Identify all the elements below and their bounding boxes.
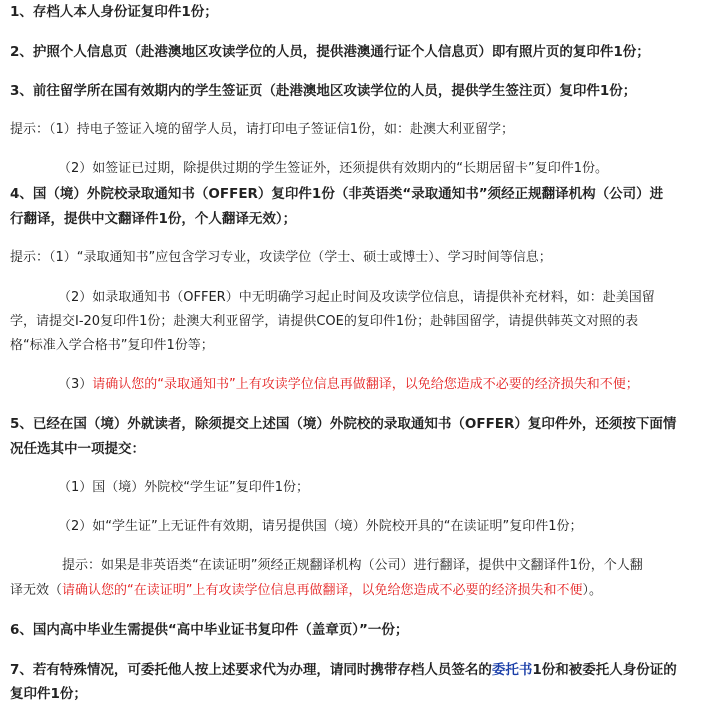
item-7-line-1 xyxy=(10,662,677,678)
item-4-tip-3-number: （3） xyxy=(58,377,93,392)
power-of-attorney-link[interactable]: 委托书 xyxy=(491,662,533,678)
item-4-tip-2-line-3: 格“标准入学合格书”复印件1份等； xyxy=(10,338,214,353)
item-3: 3、前往留学所在国有效期内的学生签证页（赴港澳地区攻读学位的人员，提供学生签注页）复印件1份； xyxy=(10,83,637,99)
item-7-text-b: 1份和被委托人身份证的 xyxy=(532,662,677,678)
item-4-tip-1: 提示：（1）“录取通知书”应包含学习专业，攻读学位（学士、硕士或博士）、学习时间等信息； xyxy=(10,250,552,265)
item-5-tip-line-1: 提示：如果是非英语类“在读证明”须经正规翻译机构（公司）进行翻译，提供中文翻译件1份，个人翻 xyxy=(62,558,643,573)
item-3-tip-1: 提示：（1）持电子签证入境的留学人员，请打印电子签证信1份，如：赴澳大利亚留学； xyxy=(10,122,515,137)
item-7-line-2: 复印件1份； xyxy=(10,686,87,702)
item-1: 1、存档人本人身份证复印件1份； xyxy=(10,4,218,20)
item-4-tip-2-line-2: 学，请提交I-20复印件1份；赴澳大利亚留学，请提供COE的复印件1份；赴韩国留学，请提供韩英文对照的表 xyxy=(10,314,639,329)
item-5-line-1: 5、已经在国（境）外就读者，除须提交上述国（境）外院校的录取通知书（OFFER）复印件外，还须按下面情 xyxy=(10,416,677,432)
item-4-line-2: 行翻译，提供中文翻译件1份，个人翻译无效）； xyxy=(10,211,297,227)
item-2: 2、护照个人信息页（赴港澳地区攻读学位的人员，提供港澳通行证个人信息页）即有照片页的复印件1份； xyxy=(10,44,650,60)
item-4-line-1: 4、国（境）外院校录取通知书（OFFER）复印件1份（非英语类“录取通知书”须经正规翻译机构（公司）进 xyxy=(10,186,664,202)
item-5-tip-warning: 请确认您的“在读证明”上有攻读学位信息再做翻译，以免给您造成不必要的经济损失和不便 xyxy=(62,583,583,598)
item-5-option-1: （1）国（境）外院校“学生证”复印件1份； xyxy=(58,480,310,495)
item-4-tip-3 xyxy=(58,377,639,393)
item-4-tip-3-warning: 请确认您的“录取通知书”上有攻读学位信息再做翻译，以免给您造成不必要的经济损失和不便； xyxy=(92,377,639,392)
item-3-tip-2: （2）如签证已过期，除提供过期的学生签证外，还须提供有效期内的“长期居留卡”复印件1份。 xyxy=(58,161,609,176)
item-5-line-2: 况任选其中一项提交： xyxy=(10,441,145,457)
item-5-tip-line-2 xyxy=(10,583,602,599)
item-4-tip-2-line-1: （2）如录取通知书（OFFER）中无明确学习起止时间及攻读学位信息，请提供补充材料，如：赴美国留 xyxy=(58,290,655,305)
item-5-tip-suffix: ）。 xyxy=(582,583,603,598)
item-5-tip-prefix: 译无效（ xyxy=(10,583,63,598)
item-7-text-a: 7、若有特殊情况，可委托他人按上述要求代为办理，请同时携带存档人员签名的 xyxy=(10,662,492,678)
item-6: 6、国内高中毕业生需提供“高中毕业证书复印件（盖章页）”一份； xyxy=(10,622,409,638)
item-5-option-2: （2）如“学生证”上无证件有效期，请另提供国（境）外院校开具的“在读证明”复印件1份； xyxy=(58,519,583,534)
